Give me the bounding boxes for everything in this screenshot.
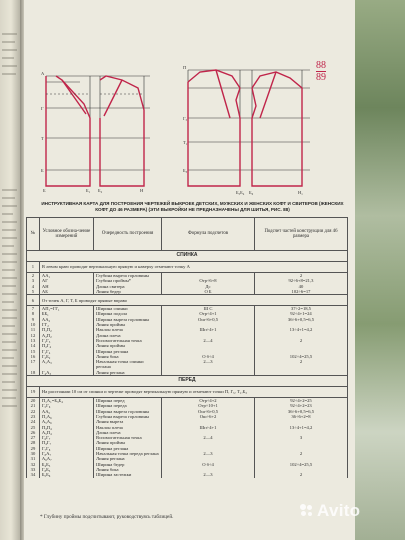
- pattern-point-labels: [41, 65, 303, 195]
- table-body: [27, 251, 348, 306]
- row-sequence: Ширина переда: [94, 403, 162, 408]
- row-designation: АН: [39, 284, 93, 289]
- row-formula: Огр÷10+1: [162, 403, 255, 408]
- row-number: 23: [27, 414, 40, 419]
- row-sequence: Ширина реглана: [94, 349, 162, 354]
- row-sequence: Линия проймы: [94, 440, 162, 445]
- svg-text:Т₁: Т₁: [183, 140, 188, 145]
- row-calculation: 40: [254, 284, 347, 289]
- background-plant: [355, 0, 405, 540]
- row-calculation: 92÷4+2=23: [254, 403, 347, 408]
- row-designation: П₂Г₄: [39, 343, 93, 348]
- row-calculation: 13÷4+1=4,2: [254, 425, 347, 430]
- row-designation: ББ₁: [39, 311, 93, 316]
- section-back-title: СПИНКА: [27, 251, 348, 262]
- row-formula: Ош÷6+0,5: [162, 317, 255, 322]
- back-pattern-grid: [46, 76, 150, 186]
- header-designation: Условное обозна-чение измерений: [39, 218, 93, 251]
- svg-text:Г: Г: [41, 106, 44, 111]
- row-designation: Г₄А₃: [39, 370, 93, 376]
- row-designation: АА₅: [39, 409, 93, 414]
- row-sequence: Ширина реглана: [94, 446, 162, 451]
- row-calculation: 102÷6=17: [254, 289, 347, 295]
- row-sequence: Глубина проймы*: [94, 278, 162, 283]
- row-sequence: Ширина спинки: [94, 306, 162, 312]
- row-calculation: 36÷6+0,5=6,5: [254, 317, 347, 322]
- row-formula: Ош÷6+2: [162, 414, 255, 419]
- row-sequence: Ширина бедер: [94, 462, 162, 467]
- row-formula: Огр÷4+1: [162, 311, 255, 316]
- page-number: [316, 60, 326, 83]
- row-number: 1: [27, 262, 40, 273]
- row-sequence: Линия бока: [94, 354, 162, 359]
- footnote: * Глубину проймы подсчитывают, руководствуясь таблицей.: [40, 514, 174, 520]
- row-designation: Г₇Г₈: [39, 446, 93, 451]
- row-formula: Огр÷4+2: [162, 398, 255, 404]
- svg-text:Г₅: Г₅: [183, 116, 188, 121]
- row-calculation: 102÷4=25,5: [254, 354, 347, 359]
- row-sequence: Ширина выреза горловины: [94, 409, 162, 414]
- row-sequence: Глубина выреза горловины: [94, 414, 162, 419]
- svg-text:А: А: [41, 71, 45, 76]
- row-designation: АА₁: [39, 273, 93, 279]
- row-number: 5: [27, 289, 40, 295]
- row-number: 20: [27, 398, 40, 404]
- row-instruction: От точек А, Г, Т, Б проводят прямые вправо: [39, 295, 347, 306]
- row-number: 16: [27, 354, 40, 359]
- row-number: 34: [27, 472, 40, 477]
- header-sequence: Очередность построения: [94, 218, 162, 251]
- row-sequence: Линия бока: [94, 467, 162, 472]
- row-calculation: 92÷6+8=21,3: [254, 278, 347, 283]
- row-number: 24: [27, 419, 40, 424]
- section-front-title: ПЕРЕД: [27, 376, 348, 387]
- row-formula: 2—3: [162, 359, 255, 370]
- pattern-drawings: [40, 58, 320, 196]
- row-sequence: Линия выреза: [94, 419, 162, 424]
- row-number: 19: [27, 387, 40, 398]
- svg-text:Н₁: Н₁: [298, 190, 303, 195]
- row-calculation: 36÷6+0,5=6,5: [254, 409, 347, 414]
- svg-text:Б₅Б₄: Б₅Б₄: [236, 190, 245, 195]
- table-header-row: [27, 218, 348, 251]
- row-sequence: Ширина застежки: [94, 472, 162, 477]
- row-formula: Дс: [162, 284, 255, 289]
- row-designation: А₁А₃: [39, 359, 93, 370]
- row-sequence: Длина плеча: [94, 430, 162, 435]
- row-designation: А₆А₇: [39, 456, 93, 461]
- row-sequence: Длина плеча: [94, 333, 162, 338]
- row-formula: 2—3: [162, 451, 255, 456]
- row-number: 30: [27, 451, 40, 456]
- page-number-bottom: 89: [316, 72, 326, 83]
- row-designation: Б₄Б₅: [39, 462, 93, 467]
- row-designation: П₄Г₇: [39, 440, 93, 445]
- row-number: 32: [27, 462, 40, 467]
- row-calculation: 102÷4=25,5: [254, 462, 347, 467]
- row-calculation: 2: [254, 359, 347, 370]
- row-number: 15: [27, 349, 40, 354]
- row-designation: АП₁=ГГ₁: [39, 306, 93, 312]
- row-sequence: Вспомогательная точка: [94, 338, 162, 343]
- row-sequence: Линия проймы: [94, 322, 162, 327]
- svg-text:Б: Б: [43, 188, 46, 193]
- row-sequence: Линия проймы: [94, 343, 162, 348]
- row-designation: Г₁Г₃: [39, 338, 93, 343]
- adjacent-page-edge: [0, 0, 21, 540]
- row-designation: П₁А₁=Б₃Б₄: [39, 398, 93, 404]
- svg-text:Т: Т: [41, 136, 44, 141]
- header-number: №: [27, 218, 40, 251]
- row-calculation: 3: [254, 435, 347, 440]
- row-calculation: 2: [254, 338, 347, 343]
- row-calculation: 2: [254, 273, 347, 279]
- row-formula: Огр÷6+8: [162, 278, 255, 283]
- row-designation: П₃П₄: [39, 425, 93, 430]
- row-sequence: Линия бедер: [94, 289, 162, 295]
- table-row: [27, 387, 348, 398]
- instruction-card-title: ИНСТРУКТИВНАЯ КАРТА ДЛЯ ПОСТРОЕНИЯ ЧЕРТЕЖЕЙ ВЫКРОЕК ДЕТСКИХ, МУЖСКИХ И ЖЕНСКИХ КОФТ И СВИТЕРОВ (ЖЕНСКИХ КОФТ ДО 46 РАЗМЕРА) (ЭТИ ВЫКРОЙКИ НЕ ПРЕДНАЗНАЧЕНЫ ДЛЯ ШИТЬЯ, РИС. 88): [41, 201, 344, 212]
- row-designation: А₅П₄: [39, 430, 93, 435]
- row-calculation: 92÷4+2=25: [254, 398, 347, 404]
- row-sequence: Наклон плеча: [94, 425, 162, 430]
- row-number: 9: [27, 317, 40, 322]
- row-number: 29: [27, 446, 40, 451]
- section-back-row: [27, 251, 348, 262]
- row-formula: 2—4: [162, 435, 255, 440]
- row-number: 21: [27, 403, 40, 408]
- row-number: 3: [27, 278, 40, 283]
- adjacent-page-text-texture: [2, 30, 18, 510]
- row-calculation: 92÷4+1=24: [254, 311, 347, 316]
- row-number: 27: [27, 435, 40, 440]
- row-calculation: 36÷6+2=8: [254, 414, 347, 419]
- front-pattern-outline: [188, 70, 302, 186]
- row-designation: Б₅Б₆: [39, 472, 93, 477]
- row-number: 33: [27, 467, 40, 472]
- row-designation: Г₂Б₂: [39, 354, 93, 359]
- svg-text:Б₂: Б₂: [98, 188, 103, 193]
- row-designation: Г₁Г₄: [39, 349, 93, 354]
- row-number: 8: [27, 311, 40, 316]
- row-instruction: В левом краю проводят вертикальную прямую и наверху отмечают точку А: [39, 262, 347, 273]
- back-pattern-outline: [46, 76, 144, 186]
- row-sequence: Ширина перед: [94, 398, 162, 404]
- row-designation: А₅А₆: [39, 419, 93, 424]
- row-formula: Шп÷4+1: [162, 327, 255, 332]
- row-instruction: На расстоянии 10 см от спинки и чертеже проводят вертикальную прямую и отмечают точки П, Г₅, Т₁,Б₃: [39, 387, 347, 398]
- row-designation: П₁П₂: [39, 327, 93, 332]
- svg-text:Б₁: Б₁: [86, 188, 91, 193]
- row-sequence: Наклон плеча: [94, 327, 162, 332]
- row-designation: Г₈А₇: [39, 451, 93, 456]
- row-formula: О б÷4: [162, 462, 255, 467]
- row-formula: 2—3: [162, 472, 255, 477]
- row-designation: Г₅Г₆: [39, 403, 93, 408]
- table-row: [27, 472, 348, 477]
- row-sequence: Длина свитера: [94, 284, 162, 289]
- row-number: 14: [27, 343, 40, 348]
- row-sequence: Линия реглана: [94, 456, 162, 461]
- row-number: 2: [27, 273, 40, 279]
- row-number: 10: [27, 322, 40, 327]
- row-number: 25: [27, 425, 40, 430]
- front-pattern-grid: [188, 70, 310, 186]
- adjacent-page-lines: [2, 30, 18, 510]
- row-number: 17: [27, 359, 40, 370]
- row-designation: АА₂: [39, 317, 93, 322]
- row-designation: Г₆Г₇: [39, 435, 93, 440]
- svg-text:П: П: [183, 65, 187, 70]
- row-sequence: Ширина подола: [94, 311, 162, 316]
- svg-text:Б: Б: [41, 168, 44, 173]
- row-number: 13: [27, 338, 40, 343]
- row-sequence: Линия реглана: [94, 370, 162, 376]
- svg-text:Б₃: Б₃: [183, 168, 188, 173]
- row-designation: АБ: [39, 289, 93, 295]
- table-row: [27, 262, 348, 273]
- row-number: 18: [27, 370, 40, 376]
- row-number: 28: [27, 440, 40, 445]
- row-calculation: 37÷2=18,5: [254, 306, 347, 312]
- row-formula: Шп÷4+1: [162, 425, 255, 430]
- avito-watermark-text: Avito: [317, 501, 361, 520]
- row-sequence: Начальная точка спинки реглана: [94, 359, 162, 370]
- svg-text:Б₆: Б₆: [249, 190, 254, 195]
- page-number-top: 88: [316, 60, 326, 71]
- row-formula: Ш С: [162, 306, 255, 312]
- row-number: 4: [27, 284, 40, 289]
- row-sequence: Начальная точка переда реглана: [94, 451, 162, 456]
- header-formula: Формула подсчетов: [162, 218, 255, 251]
- row-designation: П₁А₆: [39, 414, 93, 419]
- header-calculation: Подсчет частей конструкции для 46 размера: [254, 218, 347, 251]
- instruction-table: [26, 217, 348, 478]
- row-number: 31: [27, 456, 40, 461]
- row-designation: ГГ₂: [39, 322, 93, 327]
- row-sequence: Вспомогательная точка: [94, 435, 162, 440]
- row-number: 6: [27, 295, 40, 306]
- table-body-front-header: [27, 376, 348, 398]
- row-number: 11: [27, 327, 40, 332]
- row-formula: 2—4: [162, 338, 255, 343]
- row-number: 26: [27, 430, 40, 435]
- row-number: 7: [27, 306, 40, 312]
- avito-watermark: [300, 501, 360, 521]
- table-row: [27, 295, 348, 306]
- row-designation: А₂П₂: [39, 333, 93, 338]
- row-number: 22: [27, 409, 40, 414]
- table-body-back-2: [27, 306, 348, 376]
- row-formula: Ош÷6+0,5: [162, 409, 255, 414]
- row-designation: АГ: [39, 278, 93, 283]
- row-formula: О б÷4: [162, 354, 255, 359]
- row-calculation: 2: [254, 472, 347, 477]
- svg-text:Н: Н: [140, 188, 144, 193]
- avito-logo-icon: [300, 504, 314, 518]
- section-front-row: [27, 376, 348, 387]
- row-sequence: Глубина выреза горловины: [94, 273, 162, 279]
- table-row: [27, 359, 348, 370]
- row-sequence: Ширина выреза горловины: [94, 317, 162, 322]
- row-calculation: 2: [254, 451, 347, 456]
- row-number: 12: [27, 333, 40, 338]
- row-calculation: 13÷4+1=4,2: [254, 327, 347, 332]
- row-designation: Г₈Б₅: [39, 467, 93, 472]
- table-body-front: [27, 398, 348, 478]
- row-formula: О Б: [162, 289, 255, 295]
